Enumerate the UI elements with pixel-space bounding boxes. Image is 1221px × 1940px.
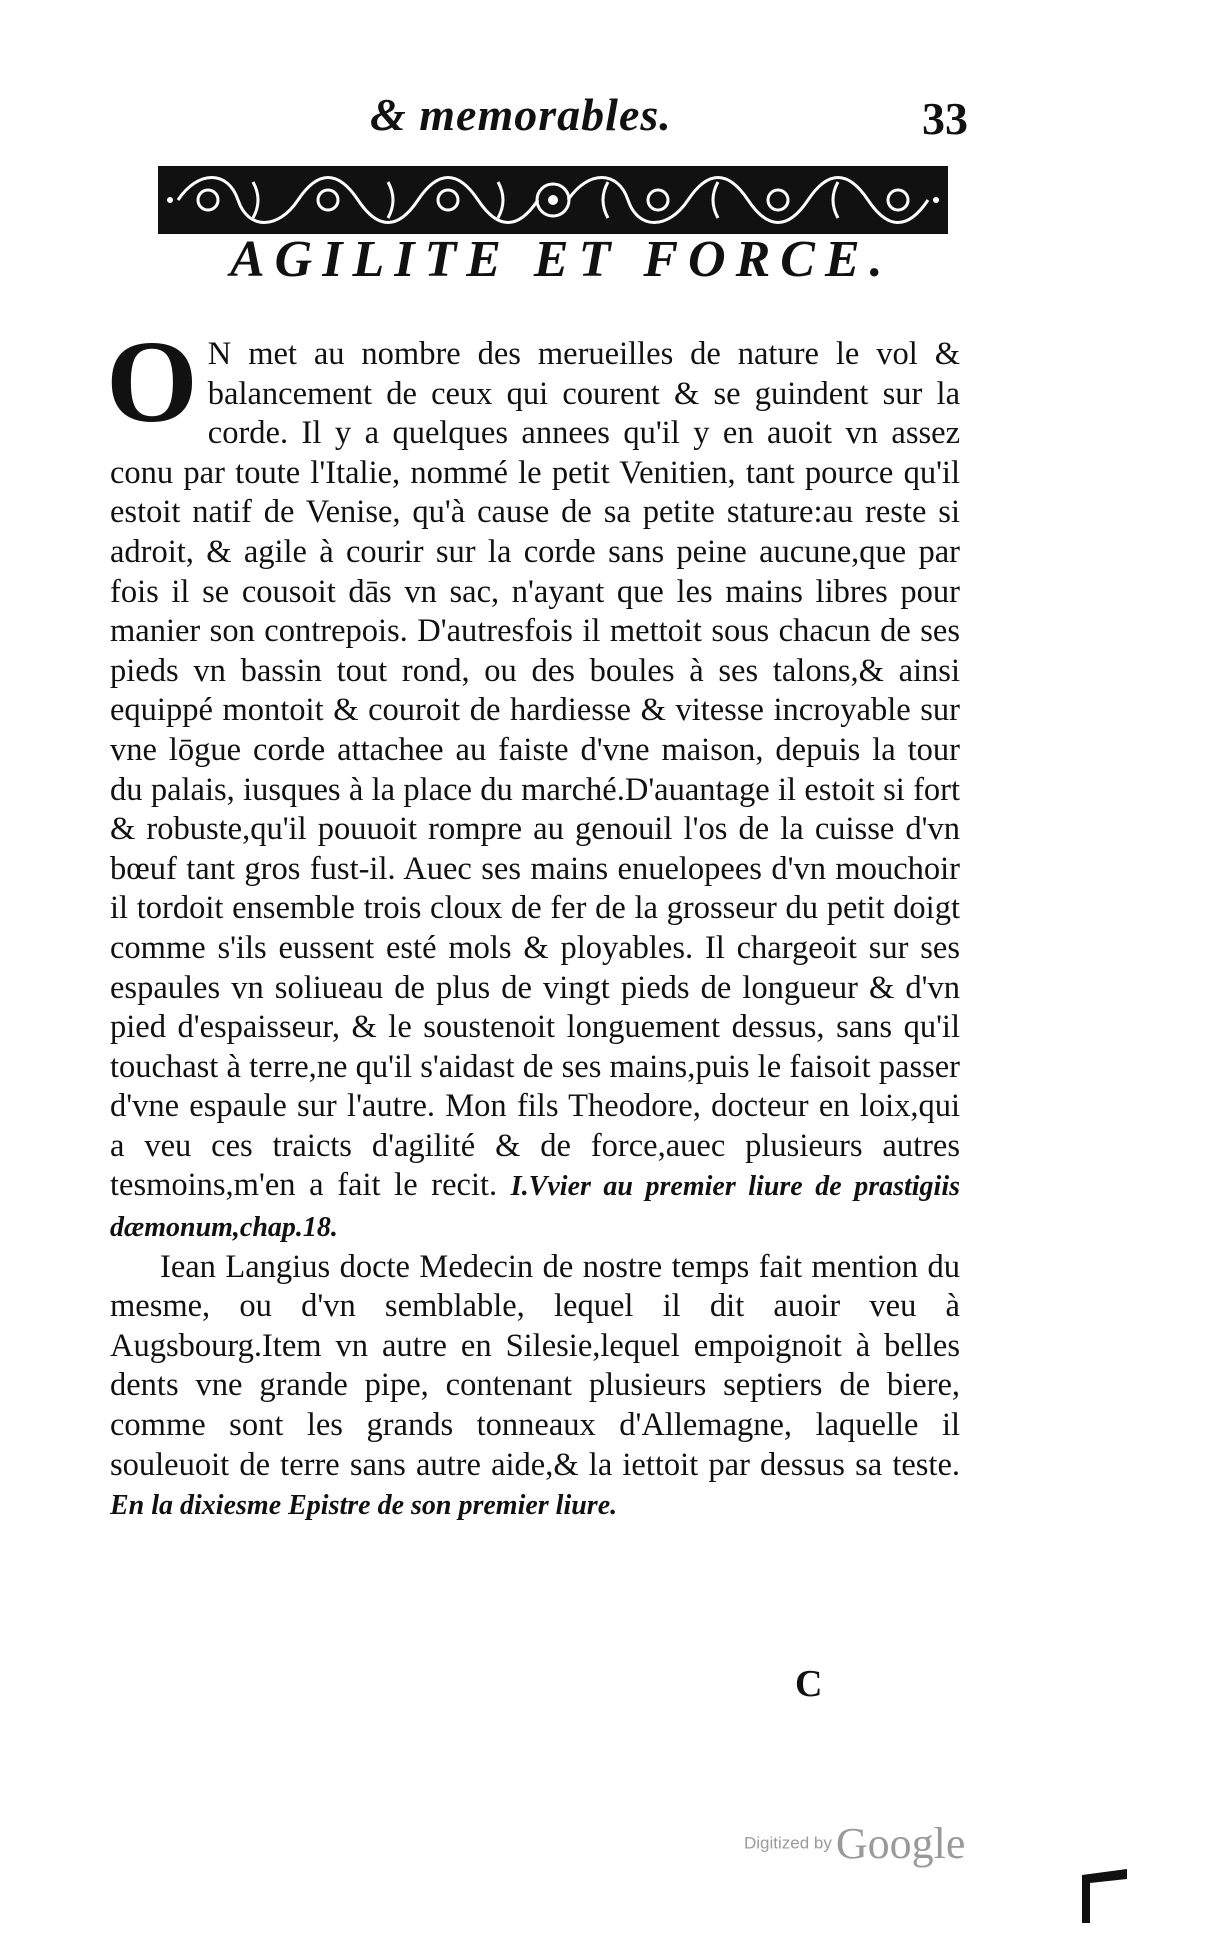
paragraph-1-text: N met au nombre des merueilles de nature le vol & balancement de ceux qui courent & se guindent sur la corde. Il y a quelques annees qu'il y en auoit vn assez conu par toute l'Italie, nommé le petit Venitien, tant pource qu'il estoit natif de Venise, qu'à cause de sa petite stature:au reste si adroit, & agile à courir sur la corde sans peine aucune,que par fois il se cousoit dās vn sac, n'ayant que les mains libres pour manier son contrepois. D'autresfois il mettoit sous chacun de ses pieds vn bassin tout rond, ou des boules à ses talons,& ainsi equippé montoit & couroit de hardiesse & vitesse incroyable sur vne lōgue corde attachee au faiste d'vne maison, depuis la tour du palais, iusques à la place du marché.D'auantage il estoit si fort & robuste,qu'il pouuoit rompre au genouil l'os de la cuisse d'vn bœuf tant gros fust-il. Auec ses mains enuelopees d'vn mouchoir il tordoit ensemble trois cloux de fer de la grosseur du petit doigt comme s'ils eussent esté mols & ployables. Il chargeoit sur ses espaules vn soliueau de plus de vingt pieds de longueur & d'vn pied d'espaisseur, & le soustenoit longuement dessus, sans qu'il touchast à terre,ne qu'il s'aidast de ses mains,puis le faisoit passer d'vne espaule sur l'autre. Mon fils Theodore, docteur en loix,qui a veu ces traicts d'agilité & de force,auec plusieurs autres tesmoins,m'en a fait le recit. [110, 336, 960, 1204]
body-text [106, 316, 960, 1526]
paragraph-1 [106, 316, 960, 1248]
chapter-title: AGILITE ET FORCE. [230, 231, 893, 288]
page-number: 33 [922, 93, 968, 144]
paragraph-2 [110, 1248, 960, 1526]
digitization-watermark [744, 1818, 965, 1869]
running-head: & memorables. [370, 89, 672, 140]
digitized-by-label: Digitized by [744, 1833, 832, 1853]
ornamental-headpiece [158, 160, 948, 240]
paragraph-2-text: Iean Langius docte Medecin de nostre temps fait mention du mesme, ou d'vn semblable, lequel il dit auoir veu à Augsbourg.Item vn autre en Silesie,lequel empoignoit à belles dents vne grande pipe, contenant plusieurs septiers de biere, comme sont les grands tonneaux d'Allemagne, laquelle il souleuoit de terre sans autre aide,& la iettoit par dessus sa teste. [110, 1248, 960, 1483]
google-logo: Google [835, 1819, 966, 1868]
marginal-citation-2: En la dixiesme Epistre de son premier liure. [110, 1490, 618, 1522]
scan-corner-mark [1072, 1855, 1132, 1925]
drop-capital: O [106, 316, 198, 447]
marginal-citation-1: I.Vvier au premier liure de prastigiis dæmonum,chap.18. [110, 1171, 960, 1244]
catchword: C [795, 1663, 823, 1705]
